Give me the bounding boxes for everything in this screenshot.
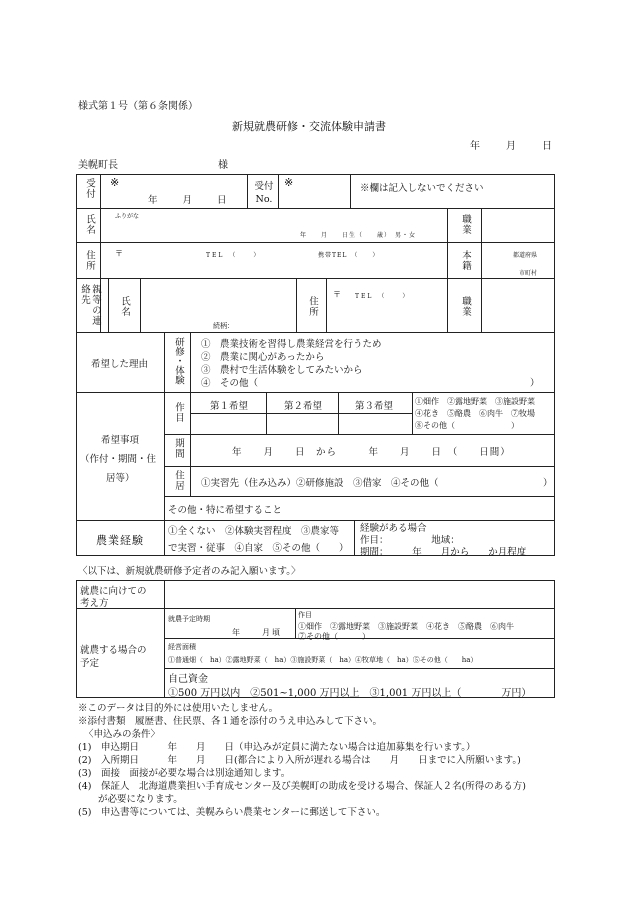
reason-option-3[interactable]: ③ 農村で生活体験をしてみたいから — [201, 365, 363, 376]
plan-crop-line-1[interactable]: ①畑作 ②露地野菜 ③施設野菜 ④花き ⑤酪農 ⑥肉牛 — [298, 622, 514, 631]
housing-options[interactable]: ①実習先（住み込み）②研修施設 ③借家 ④その他（ ） — [201, 478, 553, 489]
outlook-label-1: 就農に向けての — [80, 586, 147, 597]
condition-1: (1) 申込期日 年 月 日（申込みが定員に満たない場合は追加募集を行います。） — [78, 742, 476, 753]
experience-title: 経験がある場合 — [360, 523, 427, 534]
occupation-label: 職業 — [460, 214, 471, 235]
condition-4-cont: が必要になります。 — [98, 794, 183, 805]
condition-5: (5) 申込書等については、美幌みらい農業センターに郵送して下さい。 — [78, 807, 386, 818]
form-number: 様式第１号（第６条関係） — [78, 101, 198, 112]
experience-period: 期間： 年 月から か月程度 — [360, 547, 527, 558]
domicile-city: 市町村 — [519, 270, 538, 277]
parent-relation: 続柄： — [213, 322, 234, 330]
funds-line[interactable]: ①500 万円以内 ②501~1,000 万円以上 ③1,001 万円以上（ 万円） — [168, 688, 532, 699]
reason-option-1[interactable]: ① 農業技術を習得し農業経営を行うため — [201, 339, 382, 350]
crop-choice-1: 第１希望 — [210, 401, 249, 412]
reason-close-paren: ） — [530, 378, 540, 389]
domicile-prefecture: 都道府県 — [513, 252, 538, 259]
addressee-suffix: 様 — [218, 160, 228, 171]
birth-field: 年 月 日生（ 歳） 男・女 — [300, 232, 417, 239]
housing-label: 住居 — [173, 470, 184, 491]
reason-option-4[interactable]: ④ その他（ — [201, 378, 259, 389]
parent-postal: 〒 — [333, 290, 341, 299]
condition-4: (4) 保証人 北海道農業担い手育成センター及び美幌町の助成を受ける場合、保証人２名(所得のある方) — [78, 781, 526, 792]
address-tel: TEL （ ） — [206, 252, 262, 259]
note-attachments: ※添付書類 履歴書、住民票、各１通を添付のうえ申込みして下さい。 — [78, 716, 383, 727]
parent-name-label: 氏名 — [119, 296, 130, 317]
plan-crop-label: 作目 — [298, 611, 312, 619]
reception-label: 受付 — [84, 178, 95, 199]
addressee: 美幌町長 — [78, 160, 118, 171]
reception-no-label: 受付No. — [254, 181, 274, 205]
parent-address-label: 住所 — [307, 296, 318, 317]
crop-options-3: ⑧その他（ ） — [415, 421, 519, 430]
area-label: 経営面積 — [168, 643, 196, 651]
condition-2: (2) 入所期日 年 月 日(都合により入所が遅れる場合は 月 日までに入所願います。) — [78, 755, 521, 766]
reception-mark: ※ — [110, 176, 120, 189]
address-label: 住所 — [84, 250, 95, 271]
area-line[interactable]: ①普通畑（ ha）②露地野菜（ ha）③施設野菜（ ha）④牧草地（ ha）⑤その他（ ha） — [168, 656, 478, 664]
reason-sub-label: 研修・体験 — [173, 337, 184, 385]
plan-label-1: 就農する場合の — [80, 645, 147, 656]
plan-crop-line-2[interactable]: ⑦その他（ ） — [298, 632, 370, 641]
plan-label-2: 予定 — [80, 658, 100, 669]
crop-choice-2: 第２希望 — [284, 401, 323, 412]
parent-contact-label: 親等の連絡先 — [79, 284, 101, 326]
reception-no-mark: ※ — [284, 176, 294, 189]
experience-line-1[interactable]: ①全くない ②体験実習程度 ③農家等 — [168, 526, 340, 537]
date-line: 年 月 日 — [470, 141, 554, 152]
period-field[interactable]: 年 月 日 から 年 月 日 （ 日間） — [232, 447, 511, 458]
crop-label: 作目 — [173, 402, 184, 423]
domicile-label: 本籍 — [460, 250, 471, 271]
note-privacy: ※このデータは目的外には使用いたしません。 — [78, 703, 279, 714]
furigana-label: ふりがな — [115, 213, 140, 220]
wishes-label-3: 居等） — [106, 473, 135, 484]
experience-label: 農業経験 — [96, 534, 144, 547]
occupation-input[interactable] — [482, 209, 554, 241]
outlook-label-2: 考え方 — [80, 598, 109, 609]
address-postal: 〒 — [115, 249, 123, 258]
conditions-title: 〈申込みの条件〉 — [84, 729, 161, 740]
address-mobile: 携帯TEL （ ） — [318, 252, 380, 259]
crop-options-1: ①畑作 ②露地野菜 ③施設野菜 — [415, 397, 535, 406]
experience-crop: 作目： 地域： — [360, 535, 460, 546]
crop-choice-3: 第３希望 — [355, 401, 394, 412]
reason-label: 希望した理由 — [91, 359, 149, 370]
other-wishes-label: その他・特に希望すること — [168, 505, 283, 516]
funds-label: 自己資金 — [168, 674, 208, 685]
timing-value[interactable]: 年 月頃 — [232, 628, 282, 637]
reason-option-2[interactable]: ② 農業に関心があったから — [201, 352, 325, 363]
section2-intro: 〈以下は、新規就農研修予定者のみ記入願います。〉 — [78, 566, 301, 577]
timing-label: 就農予定時期 — [168, 615, 210, 623]
page-title: 新規就農研修・交流体験申請書 — [232, 120, 386, 133]
parent-occupation-label: 職業 — [460, 296, 471, 317]
experience-line-2[interactable]: で実習・従事 ④自家 ⑤その他（ ） — [168, 543, 349, 554]
name-label: 氏名 — [84, 214, 95, 235]
wishes-label-2: （作付・期間・住 — [80, 454, 157, 465]
crop-options-2: ④花き ⑤酪農 ⑥肉牛 ⑦牧場 — [415, 409, 535, 418]
condition-3: (3) 面接 面接が必要な場合は別途通知します。 — [78, 768, 291, 779]
period-label: 期間 — [173, 438, 184, 459]
reception-date: 年 月 日 — [148, 195, 229, 206]
wishes-label-1: 希望事項 — [101, 435, 140, 446]
parent-tel: TEL （ ） — [355, 293, 411, 300]
reception-note: ※欄は記入しないでください — [360, 183, 484, 194]
